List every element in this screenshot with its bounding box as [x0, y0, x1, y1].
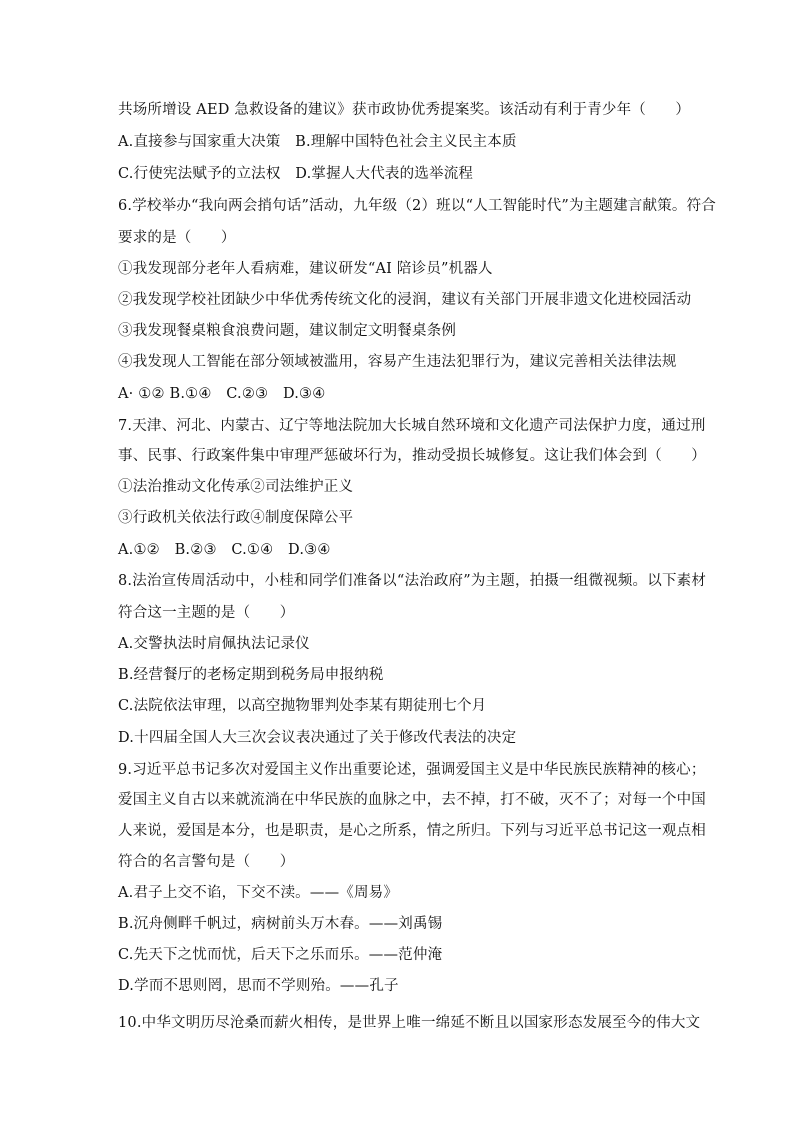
q9-option-c: C.先天下之忧而忧，后天下之乐而乐。——范仲淹: [118, 947, 443, 963]
q7-stem-line-1: 7.天津、河北、内蒙古、辽宁等地法院加大长城自然环境和文化遗产司法保护力度，通过刑: [118, 418, 706, 434]
q5-options-cd: C.行使宪法赋予的立法权 D.掌握人大代表的选举流程: [118, 166, 474, 182]
q9-option-b: B.沉舟侧畔千帆过，病树前头万木春。——刘禹锡: [118, 916, 443, 932]
q8-option-a: A.交警执法时肩佩执法记录仪: [118, 636, 310, 652]
q5-stem-continuation: 共场所增设 AED 急救设备的建议》获市政协优秀提案奖。该活动有利于青少年（ ）: [118, 102, 691, 118]
q9-stem-line-2: 爱国主义自古以来就流淌在中华民族的血脉之中，去不掉，打不破，灭不了；对每一个中国: [118, 792, 706, 808]
q9-stem-line-3: 人来说，爱国是本分，也是职责，是心之所系，情之所归。下列与习近平总书记这一观点相: [118, 823, 706, 839]
q7-stem-line-2: 事、民事、行政案件集中审理严惩破坏行为，推动受损长城修复。这让我们体会到（ ）: [118, 448, 706, 464]
q9-stem-line-1: 9.习近平总书记多次对爱国主义作出重要论述，强调爱国主义是中华民族民族精神的核心；: [118, 762, 706, 778]
q6-statement-3: ③我发现餐桌粮食浪费问题，建议制定文明餐桌条例: [118, 323, 457, 339]
q8-stem-line-1: 8.法治宣传周活动中，小桂和同学们准备以“法治政府”为主题，拍摄一组微视频。以下素材: [118, 573, 707, 589]
q6-statement-1: ①我发现部分老年人看病难，建议研发“AI 陪诊员”机器人: [118, 261, 493, 277]
q9-option-a: A.君子上交不谄，下交不渎。——《周易》: [118, 885, 399, 901]
q9-stem-line-4: 符合的名言警句是（ ）: [118, 854, 295, 870]
q5-options-ab: A.直接参与国家重大决策 B.理解中国特色社会主义民主本质: [118, 134, 517, 150]
q6-stem-line-2: 要求的是（ ）: [118, 230, 236, 246]
q7-statements-1-2: ①法治推动文化传承②司法维护正义: [118, 479, 354, 495]
q8-stem-line-2: 符合这一主题的是（ ）: [118, 605, 295, 621]
q6-stem-line-1: 6.学校举办“我向两会捎句话”活动，九年级（2）班以“人工智能时代”为主题建言献策。符合: [118, 198, 717, 214]
q10-stem-line-1: 10.中华文明历尽沧桑而薪火相传，是世界上唯一绵延不断且以国家形态发展至今的伟大文: [118, 1015, 701, 1031]
q6-statement-4: ④我发现人工智能在部分领域被滥用，容易产生违法犯罪行为，建议完善相关法律法规: [118, 354, 677, 370]
q6-statement-2: ②我发现学校社团缺少中华优秀传统文化的浸润，建议有关部门开展非遗文化进校园活动: [118, 292, 692, 308]
q6-options: A· ①② B.①④ C.②③ D.③④: [118, 386, 326, 402]
q7-statements-3-4: ③行政机关依法行政④制度保障公平: [118, 510, 354, 526]
q8-option-c: C.法院依法审理，以高空抛物罪判处李某有期徒刑七个月: [118, 698, 487, 714]
q7-options: A.①② B.②③ C.①④ D.③④: [118, 542, 331, 558]
q8-option-b: B.经营餐厅的老杨定期到税务局申报纳税: [118, 667, 384, 683]
q8-option-d: D.十四届全国人大三次会议表决通过了关于修改代表法的决定: [118, 730, 517, 746]
q9-option-d: D.学而不思则罔，思而不学则殆。——孔子: [118, 978, 399, 994]
